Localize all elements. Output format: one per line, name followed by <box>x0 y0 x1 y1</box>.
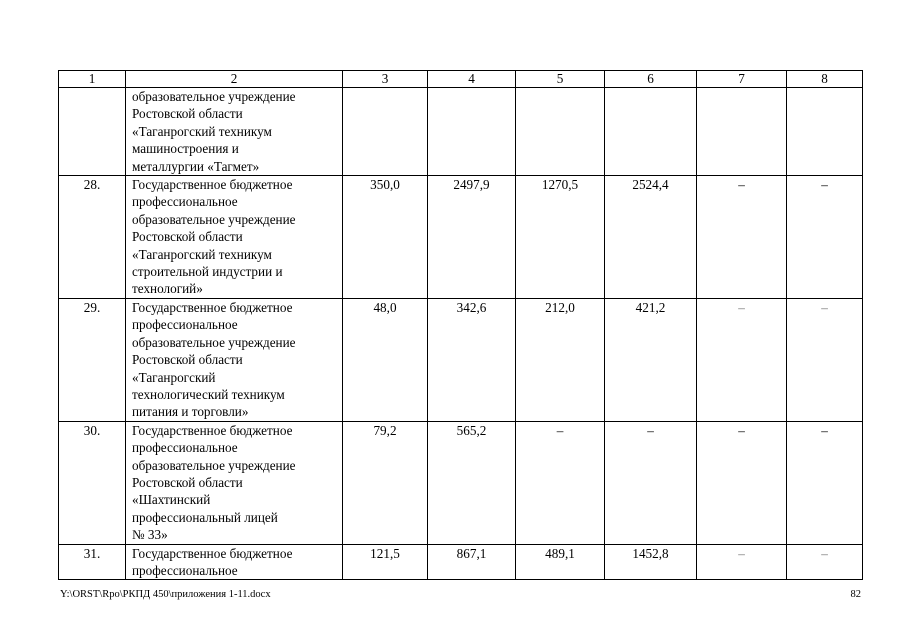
institution-name-line: машиностроения и <box>132 141 239 157</box>
value-cell-8: – <box>787 544 863 580</box>
value-cell-4: 565,2 <box>428 421 516 544</box>
value-cell-5: 489,1 <box>516 544 605 580</box>
institution-name-line: образовательное учреждение <box>132 89 296 104</box>
header-cell-1: 1 <box>59 71 126 88</box>
value-cell-8: – <box>787 421 863 544</box>
table-row <box>59 298 863 421</box>
institution-name-cell <box>126 544 343 580</box>
institution-name-line: образовательное учреждение <box>132 211 296 227</box>
institution-name-cell <box>126 298 343 421</box>
table-body <box>59 71 863 580</box>
institution-name-line: Государственное бюджетное <box>132 299 293 315</box>
institution-name-line: образовательное учреждение <box>132 334 296 350</box>
value-cell-8: – <box>787 176 863 299</box>
institution-name-cell <box>126 421 343 544</box>
header-cell-4: 4 <box>428 71 516 88</box>
value-cell-3: 350,0 <box>343 176 428 299</box>
institution-name-line: профессиональный лицей <box>132 509 278 525</box>
row-number-cell <box>59 88 126 176</box>
value-cell-4: 867,1 <box>428 544 516 580</box>
header-cell-2: 2 <box>126 71 343 88</box>
value-cell-4: 342,6 <box>428 298 516 421</box>
value-cell-7: – <box>697 298 787 421</box>
value-cell-7 <box>697 88 787 176</box>
table-row <box>59 544 863 580</box>
institution-name-line: Ростовской области <box>132 229 243 245</box>
institution-name-line: строительной индустрии и <box>132 264 283 280</box>
value-cell-4 <box>428 88 516 176</box>
value-cell-6 <box>605 88 697 176</box>
institution-name-line: профессиональное <box>132 194 238 210</box>
value-cell-8: – <box>787 298 863 421</box>
budget-table <box>58 70 863 580</box>
institution-name-line: Государственное бюджетное <box>132 422 293 438</box>
row-number-cell: 28. <box>59 176 126 299</box>
institution-name-cell <box>126 88 343 176</box>
table-row <box>59 88 863 176</box>
institution-name-line: технологический техникум <box>132 386 285 402</box>
institution-name-line: «Шахтинский <box>132 492 211 508</box>
footer-file-path: Y:\ORST\Rpo\РКПД 450\приложения 1-11.docx <box>60 589 271 600</box>
header-cell-7: 7 <box>697 71 787 88</box>
table-row <box>59 421 863 544</box>
value-cell-6: 1452,8 <box>605 544 697 580</box>
value-cell-8 <box>787 88 863 176</box>
institution-name-line: технологий» <box>132 281 203 297</box>
value-cell-5: – <box>516 421 605 544</box>
institution-name-line: образовательное учреждение <box>132 457 296 473</box>
row-number-cell: 29. <box>59 298 126 421</box>
value-cell-6: – <box>605 421 697 544</box>
value-cell-6: 2524,4 <box>605 176 697 299</box>
value-cell-4: 2497,9 <box>428 176 516 299</box>
page-number: 82 <box>850 589 861 600</box>
institution-name-line: металлургии «Тагмет» <box>132 158 260 174</box>
institution-name-line: профессиональное <box>132 317 238 333</box>
institution-name-line: Ростовской области <box>132 106 243 122</box>
institution-name-line: № 33» <box>132 527 168 543</box>
institution-name-line: Государственное бюджетное <box>132 545 293 561</box>
table-row <box>59 176 863 299</box>
table-header-row <box>59 71 863 88</box>
value-cell-3: 79,2 <box>343 421 428 544</box>
header-cell-5: 5 <box>516 71 605 88</box>
value-cell-3: 48,0 <box>343 298 428 421</box>
value-cell-7: – <box>697 421 787 544</box>
value-cell-7: – <box>697 544 787 580</box>
header-cell-3: 3 <box>343 71 428 88</box>
row-number-cell: 31. <box>59 544 126 580</box>
institution-name-line: Ростовской области <box>132 474 243 490</box>
value-cell-5 <box>516 88 605 176</box>
header-cell-8: 8 <box>787 71 863 88</box>
institution-name-line: «Таганрогский <box>132 369 216 385</box>
institution-name-line: Государственное бюджетное <box>132 177 293 193</box>
header-cell-6: 6 <box>605 71 697 88</box>
institution-name-line: питания и торговли» <box>132 404 249 420</box>
value-cell-5: 1270,5 <box>516 176 605 299</box>
institution-name-cell <box>126 176 343 299</box>
institution-name-line: профессиональное <box>132 562 238 578</box>
value-cell-5: 212,0 <box>516 298 605 421</box>
institution-name-line: Ростовской области <box>132 352 243 368</box>
row-number-cell: 30. <box>59 421 126 544</box>
institution-name-line: «Таганрогский техникум <box>132 246 272 262</box>
value-cell-6: 421,2 <box>605 298 697 421</box>
institution-name-line: профессиональное <box>132 440 238 456</box>
value-cell-3: 121,5 <box>343 544 428 580</box>
value-cell-3 <box>343 88 428 176</box>
institution-name-line: «Таганрогский техникум <box>132 123 272 139</box>
value-cell-7: – <box>697 176 787 299</box>
